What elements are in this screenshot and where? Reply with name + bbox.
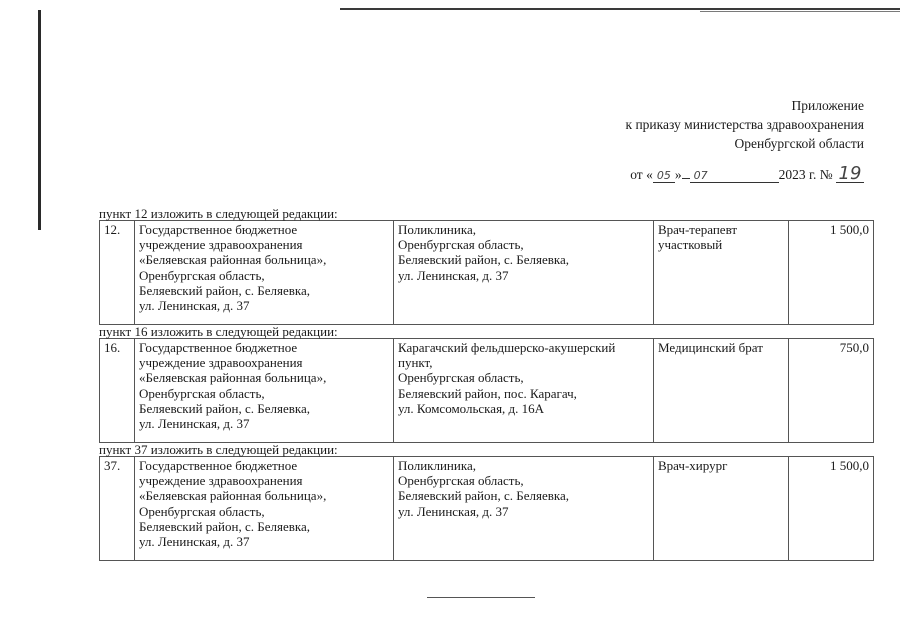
cell-text: учреждение здравоохранения <box>139 355 303 371</box>
cell-text: Медицинский брат <box>658 340 763 355</box>
cell-text: Врач-терапевт <box>658 222 738 237</box>
cell-text: ул. Комсомольская, д. 16А <box>398 400 545 416</box>
cell-text: Оренбургская область, <box>398 237 524 253</box>
amount-cell: 1 500,0 <box>789 457 874 561</box>
cell-text: Государственное бюджетное <box>139 222 298 237</box>
cell-text: «Беляевская районная больница», <box>139 370 327 386</box>
row-number: 12. <box>100 221 135 325</box>
cell-text: Карагачский фельдшерско-акушерский <box>398 340 616 355</box>
section-intro: пункт 37 изложить в следующей редакции: <box>99 442 338 457</box>
cell-text: Оренбургская область, <box>398 473 524 489</box>
cell-text: Оренбургская область, <box>139 385 265 401</box>
amendment-table <box>99 456 874 561</box>
position-cell <box>654 221 789 325</box>
cell-text: ул. Ленинская, д. 37 <box>139 534 250 550</box>
header-line: Оренбургской области <box>734 136 864 151</box>
cell-text: Государственное бюджетное <box>139 458 298 473</box>
row-number: 37. <box>100 457 135 561</box>
section-intro: пункт 16 изложить в следующей редакции: <box>99 324 338 339</box>
footer-rule <box>427 597 535 598</box>
cell-text: ул. Ленинская, д. 37 <box>398 503 509 519</box>
amount-cell: 1 500,0 <box>789 221 874 325</box>
cell-text: Беляевский район, с. Беляевка, <box>398 488 569 504</box>
header-line: Приложение <box>791 98 864 113</box>
cell-text: Врач-хирург <box>658 458 728 473</box>
scan-top-line-secondary <box>700 11 900 12</box>
cell-text: Поликлиника, <box>398 222 476 237</box>
cell-text: Беляевский район, пос. Карагач, <box>398 385 577 401</box>
order-number: 19 <box>836 165 864 183</box>
table-row <box>100 221 874 325</box>
cell-text: Оренбургская область, <box>139 267 265 283</box>
underline-gap <box>682 178 690 179</box>
row-number: 16. <box>100 339 135 443</box>
amendment-table <box>99 220 874 325</box>
order-from-prefix: от « <box>630 167 653 182</box>
cell-text: Беляевский район, с. Беляевка, <box>139 518 310 534</box>
table-row <box>100 339 874 443</box>
cell-text: участковый <box>658 237 723 253</box>
order-day: 05 <box>653 169 675 183</box>
cell-text: Беляевский район, с. Беляевка, <box>139 400 310 416</box>
cell-text: Беляевский район, с. Беляевка, <box>398 252 569 268</box>
header-line: к приказу министерства здравоохранения <box>625 117 864 132</box>
amendments-document <box>99 207 874 561</box>
position-cell <box>654 457 789 561</box>
order-date-line <box>630 165 864 183</box>
location-cell <box>394 221 654 325</box>
cell-text: ул. Ленинская, д. 37 <box>139 416 250 432</box>
cell-text: ул. Ленинская, д. 37 <box>398 267 509 283</box>
cell-text: Оренбургская область, <box>139 503 265 519</box>
amount-cell: 750,0 <box>789 339 874 443</box>
cell-text: учреждение здравоохранения <box>139 473 303 489</box>
order-month: 07 <box>690 169 779 183</box>
appendix-header <box>626 96 864 153</box>
order-year: 2023 г. № <box>778 167 833 182</box>
scan-top-line <box>340 8 900 10</box>
amendment-table <box>99 338 874 443</box>
order-quote-close: » <box>674 167 682 182</box>
organization-cell <box>135 221 394 325</box>
scan-margin-line <box>38 10 41 230</box>
location-cell <box>394 339 654 443</box>
location-cell <box>394 457 654 561</box>
cell-text: Оренбургская область, <box>398 370 524 386</box>
table-row <box>100 457 874 561</box>
cell-text: пункт, <box>398 355 433 371</box>
position-cell <box>654 339 789 443</box>
cell-text: Беляевский район, с. Беляевка, <box>139 282 310 298</box>
organization-cell <box>135 457 394 561</box>
cell-text: «Беляевская районная больница», <box>139 488 327 504</box>
organization-cell <box>135 339 394 443</box>
section-intro: пункт 12 изложить в следующей редакции: <box>99 206 338 221</box>
cell-text: Государственное бюджетное <box>139 340 298 355</box>
cell-text: Поликлиника, <box>398 458 476 473</box>
cell-text: ул. Ленинская, д. 37 <box>139 298 250 314</box>
cell-text: учреждение здравоохранения <box>139 237 303 253</box>
cell-text: «Беляевская районная больница», <box>139 252 327 268</box>
